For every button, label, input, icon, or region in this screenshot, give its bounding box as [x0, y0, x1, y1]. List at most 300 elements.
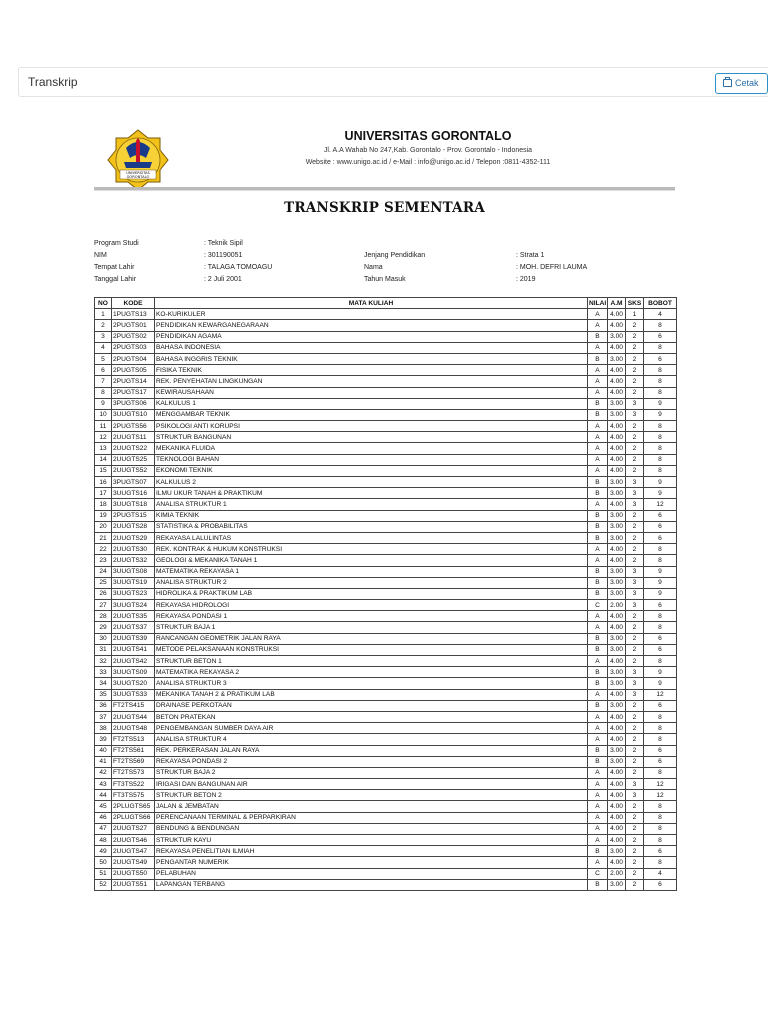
- course-code: 2PUGTS02: [112, 331, 155, 342]
- course-name: REKAYASA HIDROLOGI: [155, 600, 588, 611]
- course-name: ANALISA STRUKTUR 4: [155, 734, 588, 745]
- row-no: 22: [95, 544, 112, 555]
- grade: A: [588, 499, 608, 510]
- table-row: [95, 465, 677, 476]
- row-no: 47: [95, 823, 112, 834]
- course-code: 2UUGTS32: [112, 555, 155, 566]
- birthplace-value: : TALAGA TOMOAGU: [204, 264, 273, 271]
- course-name: PERENCANAAN TERMINAL & PERPARKIRAN: [155, 812, 588, 823]
- course-name: PENGEMBANGAN SUMBER DAYA AIR: [155, 723, 588, 734]
- name-label: Nama: [364, 264, 383, 271]
- course-code: 2UUGTS46: [112, 835, 155, 846]
- table-row: [95, 790, 677, 801]
- grade-point: 3.00: [608, 588, 626, 599]
- table-row: [95, 532, 677, 543]
- course-name: REK. KONTRAK & HUKUM KONSTRUKSI: [155, 544, 588, 555]
- weight: 9: [644, 588, 677, 599]
- credits: 3: [626, 488, 644, 499]
- header-sks: SKS: [626, 298, 644, 309]
- grade-point: 4.00: [608, 779, 626, 790]
- grade-point: 4.00: [608, 656, 626, 667]
- year-value: : 2019: [516, 276, 536, 283]
- grade-point: 4.00: [608, 812, 626, 823]
- credits: 2: [626, 611, 644, 622]
- credits: 2: [626, 443, 644, 454]
- course-code: 2UUGTS27: [112, 823, 155, 834]
- grade: A: [588, 790, 608, 801]
- row-no: 36: [95, 700, 112, 711]
- course-code: 3UUGTS19: [112, 577, 155, 588]
- table-row: [95, 510, 677, 521]
- row-no: 45: [95, 801, 112, 812]
- grade-point: 4.00: [608, 387, 626, 398]
- transcript-table: [94, 297, 677, 891]
- credits: 3: [626, 398, 644, 409]
- header-no: NO: [95, 298, 112, 309]
- credits: 3: [626, 409, 644, 420]
- grade-point: 4.00: [608, 421, 626, 432]
- row-no: 43: [95, 779, 112, 790]
- credits: 2: [626, 745, 644, 756]
- table-row: [95, 756, 677, 767]
- university-name: UNIVERSITAS GORONTALO: [344, 129, 512, 143]
- grade: A: [588, 421, 608, 432]
- weight: 8: [644, 711, 677, 722]
- credits: 2: [626, 656, 644, 667]
- row-no: 9: [95, 398, 112, 409]
- weight: 8: [644, 342, 677, 353]
- table-row: [95, 566, 677, 577]
- course-code: 3UUGTS20: [112, 678, 155, 689]
- credits: 3: [626, 577, 644, 588]
- weight: 12: [644, 689, 677, 700]
- grade-point: 4.00: [608, 711, 626, 722]
- grade: A: [588, 835, 608, 846]
- course-code: 2UUGTS11: [112, 432, 155, 443]
- grade-point: 3.00: [608, 756, 626, 767]
- course-code: 2PLUGTS66: [112, 812, 155, 823]
- weight: 8: [644, 443, 677, 454]
- table-row: [95, 723, 677, 734]
- credits: 2: [626, 320, 644, 331]
- grade-point: 3.00: [608, 510, 626, 521]
- weight: 8: [644, 376, 677, 387]
- credits: 2: [626, 644, 644, 655]
- course-name: ILMU UKUR TANAH & PRAKTIKUM: [155, 488, 588, 499]
- course-code: 2UUGTS50: [112, 868, 155, 879]
- row-no: 34: [95, 678, 112, 689]
- grade: A: [588, 734, 608, 745]
- course-name: REKAYASA PONDASI 2: [155, 756, 588, 767]
- grade: A: [588, 454, 608, 465]
- weight: 4: [644, 309, 677, 320]
- row-no: 38: [95, 723, 112, 734]
- table-row: [95, 611, 677, 622]
- weight: 12: [644, 499, 677, 510]
- row-no: 29: [95, 622, 112, 633]
- grade-point: 4.00: [608, 622, 626, 633]
- grade-point: 3.00: [608, 521, 626, 532]
- course-code: 3UUGTS24: [112, 600, 155, 611]
- course-code: 2UUGTS37: [112, 622, 155, 633]
- course-code: 2UUGTS22: [112, 443, 155, 454]
- grade-point: 4.00: [608, 689, 626, 700]
- document-title: TRANSKRIP SEMENTARA: [284, 200, 485, 216]
- weight: 8: [644, 857, 677, 868]
- credits: 2: [626, 331, 644, 342]
- table-row: [95, 544, 677, 555]
- grade: A: [588, 365, 608, 376]
- grade: B: [588, 488, 608, 499]
- course-code: FT2TS513: [112, 734, 155, 745]
- course-name: ANALISA STRUKTUR 2: [155, 577, 588, 588]
- table-row: [95, 320, 677, 331]
- row-no: 16: [95, 477, 112, 488]
- grade-point: 4.00: [608, 555, 626, 566]
- credits: 3: [626, 588, 644, 599]
- table-row: [95, 812, 677, 823]
- year-label: Tahun Masuk: [364, 276, 406, 283]
- header-am: A.M: [608, 298, 626, 309]
- row-no: 6: [95, 365, 112, 376]
- course-name: TEKNOLOGI BAHAN: [155, 454, 588, 465]
- credits: 2: [626, 544, 644, 555]
- row-no: 1: [95, 309, 112, 320]
- header-kode: KODE: [112, 298, 155, 309]
- program-value: : Teknik Sipil: [204, 240, 243, 247]
- grade: A: [588, 622, 608, 633]
- table-row: [95, 443, 677, 454]
- print-button-label: Cetak: [735, 78, 759, 88]
- grade: A: [588, 779, 608, 790]
- row-no: 28: [95, 611, 112, 622]
- table-row: [95, 678, 677, 689]
- grade: A: [588, 656, 608, 667]
- weight: 8: [644, 421, 677, 432]
- weight: 6: [644, 600, 677, 611]
- course-name: MENGGAMBAR TEKNIK: [155, 409, 588, 420]
- table-row: [95, 376, 677, 387]
- course-name: BAHASA INDONESIA: [155, 342, 588, 353]
- row-no: 12: [95, 432, 112, 443]
- grade-point: 4.00: [608, 432, 626, 443]
- course-code: FT2TS561: [112, 745, 155, 756]
- weight: 9: [644, 409, 677, 420]
- credits: 2: [626, 365, 644, 376]
- table-row: [95, 309, 677, 320]
- table-row: [95, 353, 677, 364]
- row-no: 44: [95, 790, 112, 801]
- credits: 3: [626, 566, 644, 577]
- table-row: [95, 767, 677, 778]
- header-nilai: NILAI: [588, 298, 608, 309]
- course-name: STRUKTUR BETON 1: [155, 656, 588, 667]
- credits: 2: [626, 342, 644, 353]
- row-no: 51: [95, 868, 112, 879]
- grade-point: 4.00: [608, 857, 626, 868]
- header-bobot: BOBOT: [644, 298, 677, 309]
- grade-point: 3.00: [608, 353, 626, 364]
- row-no: 30: [95, 633, 112, 644]
- course-name: KEWIRAUSAHAAN: [155, 387, 588, 398]
- table-row: [95, 588, 677, 599]
- credits: 2: [626, 835, 644, 846]
- credits: 2: [626, 734, 644, 745]
- grade: B: [588, 879, 608, 890]
- course-name: BENDUNG & BENDUNGAN: [155, 823, 588, 834]
- nim-label: NIM: [94, 252, 107, 259]
- row-no: 5: [95, 353, 112, 364]
- course-name: PSIKOLOGI ANTI KORUPSI: [155, 421, 588, 432]
- credits: 3: [626, 689, 644, 700]
- weight: 4: [644, 868, 677, 879]
- grade-point: 4.00: [608, 767, 626, 778]
- table-row: [95, 477, 677, 488]
- birthdate-label: Tanggal Lahir: [94, 276, 137, 283]
- grade: B: [588, 409, 608, 420]
- course-name: ANALISA STRUKTUR 3: [155, 678, 588, 689]
- table-row: [95, 398, 677, 409]
- course-code: 2UUGTS28: [112, 521, 155, 532]
- credits: 1: [626, 309, 644, 320]
- course-code: FT2TS569: [112, 756, 155, 767]
- row-no: 25: [95, 577, 112, 588]
- weight: 8: [644, 734, 677, 745]
- weight: 8: [644, 432, 677, 443]
- course-name: MEKANIKA FLUIDA: [155, 443, 588, 454]
- table-row: [95, 454, 677, 465]
- weight: 6: [644, 521, 677, 532]
- weight: 8: [644, 812, 677, 823]
- course-name: STRUKTUR KAYU: [155, 835, 588, 846]
- row-no: 11: [95, 421, 112, 432]
- table-row: [95, 846, 677, 857]
- credits: 3: [626, 678, 644, 689]
- row-no: 48: [95, 835, 112, 846]
- weight: 9: [644, 398, 677, 409]
- credits: 2: [626, 510, 644, 521]
- row-no: 26: [95, 588, 112, 599]
- course-code: 2PUGTS03: [112, 342, 155, 353]
- table-row: [95, 667, 677, 678]
- course-name: MEKANIKA TANAH 2 & PRATIKUM LAB: [155, 689, 588, 700]
- birthplace-label: Tempat Lahir: [94, 264, 135, 271]
- row-no: 35: [95, 689, 112, 700]
- course-code: 3UUGTS08: [112, 566, 155, 577]
- grade: C: [588, 868, 608, 879]
- grade-point: 4.00: [608, 454, 626, 465]
- weight: 12: [644, 790, 677, 801]
- weight: 8: [644, 555, 677, 566]
- course-name: STRUKTUR BETON 2: [155, 790, 588, 801]
- credits: 2: [626, 756, 644, 767]
- course-name: IRIGASI DAN BANGUNAN AIR: [155, 779, 588, 790]
- credits: 2: [626, 868, 644, 879]
- course-code: 2UUGTS39: [112, 633, 155, 644]
- grade: B: [588, 667, 608, 678]
- grade: A: [588, 767, 608, 778]
- course-name: EKONOMI TEKNIK: [155, 465, 588, 476]
- course-name: REK. PERKERASAN JALAN RAYA: [155, 745, 588, 756]
- row-no: 14: [95, 454, 112, 465]
- grade: B: [588, 745, 608, 756]
- course-code: 3UUGTS09: [112, 667, 155, 678]
- weight: 6: [644, 510, 677, 521]
- weight: 6: [644, 700, 677, 711]
- credits: 2: [626, 711, 644, 722]
- table-row: [95, 421, 677, 432]
- credits: 2: [626, 767, 644, 778]
- credits: 2: [626, 454, 644, 465]
- grade-point: 4.00: [608, 734, 626, 745]
- credits: 2: [626, 376, 644, 387]
- grade: A: [588, 320, 608, 331]
- grade-point: 4.00: [608, 309, 626, 320]
- grade: A: [588, 544, 608, 555]
- credits: 3: [626, 600, 644, 611]
- grade: B: [588, 521, 608, 532]
- weight: 6: [644, 532, 677, 543]
- grade-point: 3.00: [608, 409, 626, 420]
- table-row: [95, 879, 677, 890]
- grade: A: [588, 723, 608, 734]
- course-code: 2UUGTS35: [112, 611, 155, 622]
- grade: B: [588, 577, 608, 588]
- course-name: PENGANTAR NUMERIK: [155, 857, 588, 868]
- grade: A: [588, 611, 608, 622]
- print-button[interactable]: [715, 73, 768, 94]
- weight: 8: [644, 723, 677, 734]
- credits: 2: [626, 521, 644, 532]
- weight: 8: [644, 767, 677, 778]
- course-code: FT2TS573: [112, 767, 155, 778]
- grade-point: 4.00: [608, 544, 626, 555]
- grade: B: [588, 510, 608, 521]
- course-code: 2UUGTS51: [112, 879, 155, 890]
- grade-point: 3.00: [608, 566, 626, 577]
- course-name: KALKULUS 2: [155, 477, 588, 488]
- header-divider: [94, 187, 675, 191]
- panel-title: Transkrip: [28, 75, 78, 89]
- row-no: 10: [95, 409, 112, 420]
- course-name: REKAYASA PENELITIAN ILMIAH: [155, 846, 588, 857]
- table-row: [95, 734, 677, 745]
- weight: 8: [644, 656, 677, 667]
- grade-point: 4.00: [608, 365, 626, 376]
- row-no: 27: [95, 600, 112, 611]
- grade-point: 3.00: [608, 331, 626, 342]
- table-row: [95, 342, 677, 353]
- course-name: REKAYASA PONDASI 1: [155, 611, 588, 622]
- table-row: [95, 555, 677, 566]
- svg-text:GORONTALO: GORONTALO: [126, 175, 150, 179]
- grade: A: [588, 432, 608, 443]
- weight: 9: [644, 477, 677, 488]
- course-name: STRUKTUR BAJA 2: [155, 767, 588, 778]
- table-row: [95, 711, 677, 722]
- table-row: [95, 656, 677, 667]
- course-code: 3UUGTS33: [112, 689, 155, 700]
- weight: 8: [644, 544, 677, 555]
- row-no: 33: [95, 667, 112, 678]
- row-no: 18: [95, 499, 112, 510]
- weight: 8: [644, 622, 677, 633]
- course-code: 3UUGTS23: [112, 588, 155, 599]
- weight: 6: [644, 846, 677, 857]
- course-code: FT3TS575: [112, 790, 155, 801]
- weight: 8: [644, 465, 677, 476]
- grade-point: 3.00: [608, 477, 626, 488]
- grade: B: [588, 756, 608, 767]
- course-code: FT3TS522: [112, 779, 155, 790]
- grade: A: [588, 443, 608, 454]
- row-no: 7: [95, 376, 112, 387]
- grade: A: [588, 387, 608, 398]
- table-row: [95, 488, 677, 499]
- credits: 2: [626, 879, 644, 890]
- credits: 2: [626, 700, 644, 711]
- row-no: 15: [95, 465, 112, 476]
- credits: 2: [626, 857, 644, 868]
- course-name: HIDROLIKA & PRAKTIKUM LAB: [155, 588, 588, 599]
- grade: A: [588, 376, 608, 387]
- row-no: 42: [95, 767, 112, 778]
- table-row: [95, 857, 677, 868]
- credits: 3: [626, 477, 644, 488]
- grade: B: [588, 846, 608, 857]
- course-code: 3UUGTS10: [112, 409, 155, 420]
- table-row: [95, 622, 677, 633]
- credits: 2: [626, 812, 644, 823]
- grade: A: [588, 555, 608, 566]
- university-contact: Website : www.unigo.ac.id / e-Mail : info@unigo.ac.id / Telepon :0811-4352-111: [305, 159, 551, 166]
- course-name: REK. PENYEHATAN LINGKUNGAN: [155, 376, 588, 387]
- grade: B: [588, 331, 608, 342]
- weight: 6: [644, 745, 677, 756]
- course-code: 2UUGTS41: [112, 644, 155, 655]
- row-no: 13: [95, 443, 112, 454]
- course-code: 2UUGTS42: [112, 656, 155, 667]
- program-label: Program Studi: [94, 240, 139, 247]
- grade-point: 3.00: [608, 879, 626, 890]
- grade-point: 4.00: [608, 443, 626, 454]
- row-no: 23: [95, 555, 112, 566]
- course-name: STRUKTUR BANGUNAN: [155, 432, 588, 443]
- row-no: 17: [95, 488, 112, 499]
- course-name: LAPANGAN TERBANG: [155, 879, 588, 890]
- row-no: 41: [95, 756, 112, 767]
- course-name: JALAN & JEMBATAN: [155, 801, 588, 812]
- credits: 3: [626, 779, 644, 790]
- course-name: KALKULUS 1: [155, 398, 588, 409]
- table-row: [95, 365, 677, 376]
- course-name: METODE PELAKSANAAN KONSTRUKSI: [155, 644, 588, 655]
- credits: 2: [626, 532, 644, 543]
- grade-point: 4.00: [608, 465, 626, 476]
- course-name: PELABUHAN: [155, 868, 588, 879]
- course-name: RANCANGAN GEOMETRIK JALAN RAYA: [155, 633, 588, 644]
- weight: 9: [644, 577, 677, 588]
- grade-point: 4.00: [608, 342, 626, 353]
- grade-point: 3.00: [608, 745, 626, 756]
- table-row: [95, 700, 677, 711]
- course-code: 2PUGTS04: [112, 353, 155, 364]
- grade-point: 3.00: [608, 644, 626, 655]
- credits: 3: [626, 790, 644, 801]
- credits: 3: [626, 667, 644, 678]
- table-row: [95, 633, 677, 644]
- grade-point: 3.00: [608, 398, 626, 409]
